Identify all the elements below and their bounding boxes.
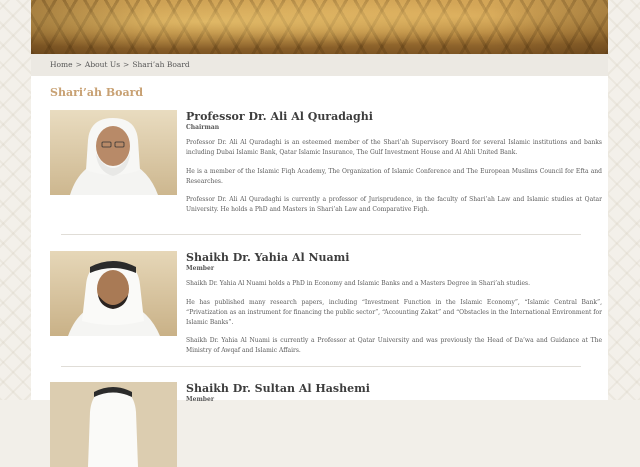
header-banner bbox=[31, 0, 608, 54]
member-photo bbox=[50, 382, 177, 467]
breadcrumb-current: Shari’ah Board bbox=[132, 60, 190, 69]
breadcrumb-separator: > bbox=[123, 60, 130, 69]
breadcrumb-separator: > bbox=[75, 60, 82, 69]
section-divider bbox=[61, 234, 581, 235]
content-container bbox=[31, 0, 608, 403]
bio-paragraph: Shaikh Dr. Yahia Al Nuami is currently a Professor at Qatar University and was previously the Head of Da’wa and Guidance at The Ministry of Awqaf and Islamic Affairs. bbox=[186, 337, 602, 354]
section-divider bbox=[61, 366, 581, 367]
member-name: Shaikh Dr. Sultan Al Hashemi bbox=[186, 382, 370, 395]
bio-paragraph: He has published many research papers, including “Investment Function in the Islamic Economy”, “Islamic Central Bank”, “Privatization as an instrument for financing the public sector”, “Accounting Zakat” and “Obstacles in the International Environment for Islamic Banks”. bbox=[186, 298, 602, 326]
bio-paragraph: Professor Dr. Ali Al Quradaghi is an esteemed member of the Shari’ah Supervisory Board for several Islamic institutions and banks including Dubai Islamic Bank, Qatar Islamic Insurance, The Gulf Investment House and Al Ahli United Bank. bbox=[186, 139, 602, 156]
member-role: Chairman bbox=[186, 124, 220, 131]
bio-paragraph: Shaikh Dr. Yahia Al Nuami holds a PhD in Economy and Islamic Banks and a Masters Degree in Shari’ah studies. bbox=[186, 280, 531, 287]
bio-paragraph: He is a member of the Islamic Fiqh Academy, The Organization of Islamic Conference and The European Muslims Council for Efta and Researches. bbox=[186, 167, 602, 185]
member-role: Member bbox=[186, 265, 214, 272]
member-bio bbox=[186, 279, 602, 356]
member-bio bbox=[186, 138, 602, 215]
breadcrumb bbox=[31, 54, 608, 76]
member-name: Shaikh Dr. Yahia Al Nuami bbox=[186, 251, 350, 264]
member-photo bbox=[50, 251, 177, 336]
member-role: Member bbox=[186, 396, 214, 403]
member-name: Professor Dr. Ali Al Quradaghi bbox=[186, 110, 373, 123]
breadcrumb-about-link[interactable]: About Us bbox=[84, 60, 121, 69]
member-photo bbox=[50, 110, 177, 195]
page-title: Shari’ah Board bbox=[50, 86, 144, 99]
breadcrumb-home-link[interactable]: Home bbox=[50, 60, 73, 69]
bio-paragraph: Professor Dr. Ali Al Quradaghi is currently a professor of Jurisprudence, in the faculty of Shari’ah Law and Islamic studies at Qatar University. He holds a PhD and Masters in Shari’ah Law and Comparative Fiqh. bbox=[186, 196, 602, 213]
